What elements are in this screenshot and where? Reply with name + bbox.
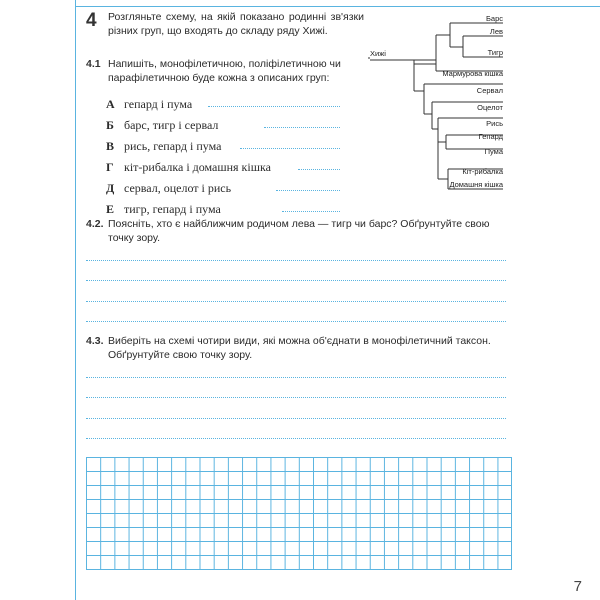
option-letter: Б — [106, 118, 114, 132]
option-text: гепард і пума — [124, 97, 193, 111]
tree-leaf: Домашня кішка — [449, 180, 503, 189]
option-letter: Е — [106, 202, 115, 216]
answer-line[interactable] — [86, 321, 506, 322]
q2-number: 4.2. — [86, 218, 104, 230]
option-text: сервал, оцелот і рись — [124, 181, 232, 195]
tree-leaf: Мармурова кішка — [442, 69, 503, 78]
task-intro: Розгляньте схему, на якій показано родинні зв'язки різних груп, що входять до складу ряду Хижі. — [108, 11, 364, 37]
margin-line — [75, 0, 76, 600]
tree-leaf: Гепард — [478, 132, 503, 141]
tree-leaf: Тигр — [487, 48, 503, 57]
answer-line[interactable] — [86, 377, 506, 378]
answer-line-a[interactable] — [208, 106, 340, 107]
answer-line[interactable] — [86, 438, 506, 439]
header-line — [75, 6, 600, 7]
graph-paper-grid[interactable] — [86, 457, 512, 570]
answer-line-e[interactable] — [276, 190, 340, 191]
q1-text: Напишіть, монофілетичною, поліфілетичною чи парафілетичною буде кожна з описаних груп: — [108, 58, 341, 84]
option-f — [106, 202, 346, 218]
tree-root-label: Хижі — [370, 49, 386, 58]
answer-line[interactable] — [86, 418, 506, 419]
page-number: 7 — [573, 578, 582, 595]
option-text: рись, гепард і пума — [124, 139, 222, 153]
option-text: кіт-рибалка і домашня кішка — [124, 160, 271, 174]
answer-line[interactable] — [86, 260, 506, 261]
option-letter: А — [106, 97, 115, 111]
option-d — [106, 160, 346, 176]
answer-line-b[interactable] — [264, 127, 340, 128]
q1-number: 4.1 — [86, 58, 101, 70]
tree-leaf: Сервал — [476, 86, 503, 95]
tree-leaf: Оцелот — [477, 103, 503, 112]
tree-leaf: Барс — [485, 14, 503, 23]
phylogenetic-tree — [368, 14, 518, 190]
answer-line-c[interactable] — [240, 148, 340, 149]
option-a — [106, 97, 346, 113]
option-c — [106, 139, 346, 155]
q3-text: Виберіть на схемі чотири види, які можна об'єднати в монофілетичний таксон. Обґрунтуйте свою точку зору. — [108, 335, 491, 361]
answer-line-f[interactable] — [282, 211, 340, 212]
tree-leaf: Пума — [484, 147, 503, 156]
option-letter: Д — [106, 181, 115, 195]
answer-line[interactable] — [86, 397, 506, 398]
answer-line-d[interactable] — [298, 169, 340, 170]
answer-line[interactable] — [86, 301, 506, 302]
option-text: тигр, гепард і пума — [124, 202, 221, 216]
tree-leaf: Рись — [486, 119, 503, 128]
option-e — [106, 181, 346, 197]
q3-number: 4.3. — [86, 335, 104, 347]
option-b — [106, 118, 346, 134]
option-letter: В — [106, 139, 115, 153]
tree-leaf: Кіт-рибалка — [462, 167, 503, 176]
tree-leaf: Лев — [489, 27, 503, 36]
option-text: барс, тигр і сервал — [124, 118, 219, 132]
task-number: 4 — [86, 10, 97, 31]
option-letter: Г — [106, 160, 114, 174]
q2-text: Поясніть, хто є найближчим родичом лева — тигр чи барс? Обґрунтуйте свою точку зору. — [108, 218, 490, 244]
answer-line[interactable] — [86, 280, 506, 281]
